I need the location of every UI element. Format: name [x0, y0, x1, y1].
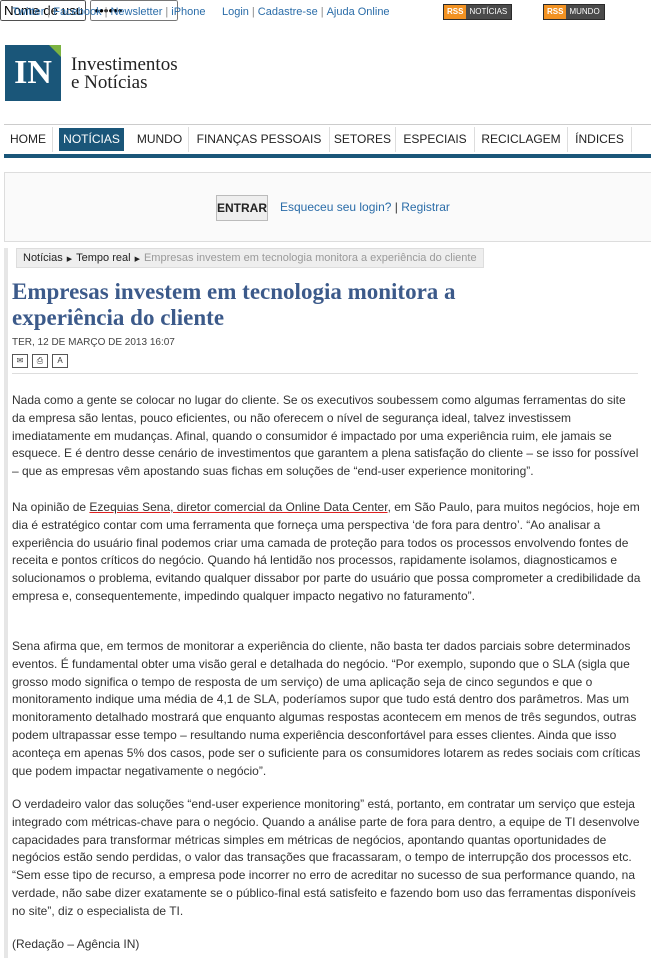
nav-underline — [4, 154, 651, 158]
rss-world-label: MUNDO — [569, 7, 600, 16]
signup-link[interactable]: Cadastre-se — [257, 6, 318, 18]
nav-financas-pessoais[interactable]: FINANÇAS PESSOAIS — [189, 127, 330, 152]
paragraph-2-body: , em São Paulo, para muitos negócios, hoje em dia é estratégico contar com uma ferramenta que forneça uma perspectiva ‘de fora para dentro’. “Ao analisar a experiência do usuário final podemos criar uma camada de proteção para todos os processos envolvendo fontes de receita e pontos críticos do negócio. Quando há lentidão nos processos, rapidamente isolamos, diagnosticamos e solucionamos o problema, evitando qualquer dissabor por parte do usuário que possa comprometer a credibilidade da empresa e, consequentemente, impedindo qualquer impacto negativo no faturamento”. — [12, 500, 641, 603]
rss-world-button[interactable] — [543, 4, 605, 20]
rss-icon: RSS — [444, 5, 466, 19]
nav-mundo[interactable]: MUNDO — [131, 127, 189, 152]
login-submit-button[interactable]: ENTRAR — [216, 195, 268, 221]
login-help-links — [280, 200, 450, 214]
article-paragraph-2 — [12, 499, 642, 606]
nav-home[interactable]: HOME — [4, 127, 53, 152]
logo-corner-icon — [49, 45, 61, 57]
chevron-right-icon: ▶ — [66, 256, 73, 263]
site-name-line1: Investimentos — [71, 54, 178, 75]
account-links: Login | Cadastre-se | Ajuda Online — [222, 6, 390, 18]
twitter-link[interactable]: Twitter — [12, 6, 45, 18]
divider — [12, 373, 638, 374]
email-icon[interactable]: ✉ — [12, 354, 28, 368]
facebook-link[interactable]: Facebook — [53, 6, 102, 18]
social-links: Twitter | Facebook | Newsletter | iPhone — [12, 6, 206, 18]
newsletter-link[interactable]: Newsletter — [110, 6, 163, 18]
iphone-link[interactable]: iPhone — [171, 6, 206, 18]
article-paragraph-1: Nada como a gente se colocar no lugar do cliente. Se os executivos soubessem como algumas ferramentas do site da empresa são lentas, pouco eficientes, ou não oferecem o nível de segurança ideal, talvez investissem imediatamente em mudanças. Afinal, quando o consumidor é impactado por uma experiência ruim, ele jamais se esquece. E é dentro desse cenário de investimentos que garantem a plena satisfação do cliente – se isso for possível – que as empresas vêm apostando suas fichas em soluções de “end-user experience monitoring”. — [12, 393, 639, 479]
forgot-login-link[interactable]: Esqueceu seu login? — [280, 200, 392, 214]
nav-setores[interactable]: SETORES — [330, 127, 396, 152]
login-link[interactable]: Login — [222, 6, 249, 18]
breadcrumb-tempo-real[interactable]: Tempo real — [76, 252, 131, 264]
content-left-rule — [4, 248, 8, 958]
paragraph-2-lead: Na opinião de — [12, 500, 90, 514]
nav-noticias[interactable]: NOTÍCIAS — [59, 128, 124, 151]
help-link[interactable]: Ajuda Online — [326, 6, 390, 18]
print-icon[interactable]: ⎙ — [32, 354, 48, 368]
site-logo[interactable]: IN — [5, 45, 61, 101]
article-credit: (Redação – Agência IN) — [12, 937, 140, 951]
nav-reciclagem[interactable]: RECICLAGEM — [475, 127, 568, 152]
nav-indices[interactable]: ÍNDICES — [568, 127, 632, 152]
article-date: TER, 12 DE MARÇO DE 2013 16:07 — [12, 337, 175, 348]
site-name-line2: e Notícias — [71, 72, 148, 93]
breadcrumb-noticias[interactable]: Notícias — [23, 252, 63, 264]
chevron-right-icon: ▶ — [134, 256, 140, 263]
main-nav — [4, 124, 651, 155]
breadcrumb-current: Empresas investem em tecnologia monitora a experiência do cliente — [143, 252, 477, 264]
article-tools — [12, 350, 72, 364]
article-paragraph-3: Sena afirma que, em termos de monitorar a experiência do cliente, não basta ter dados parciais sobre determinados eventos. É fundamental obter uma visão geral e detalhada do negócio. “Por exemplo, supondo que o SLA (sigla que grosso modo significa o tempo de resposta de um serviço) de uma aplicação seja de cinco segundos e que o monitoramento indique uma média de 4,1 de SLA, poderíamos supor que tudo está dentro dos parâmetros. Mas um monitoramento detalhado mostrará que enquanto algumas respostas acontecem em menos de três segundos, outras podem ultrapassar esse tempo – resultando numa experiência desconfortável para esses clientes. Ainda que isso aconteça em apenas 5% dos casos, pode ser o suficiente para os consumidores lotarem as redes sociais com críticas que podem impactar negativamente o negócio”. — [12, 639, 641, 778]
source-link[interactable]: Ezequias Sena, diretor comercial da Online Data Center — [89, 500, 388, 514]
register-link[interactable]: Registrar — [401, 200, 450, 214]
font-size-icon[interactable]: A — [52, 354, 68, 368]
nav-especiais[interactable]: ESPECIAIS — [396, 127, 475, 152]
rss-icon: RSS — [544, 5, 566, 19]
breadcrumb — [16, 248, 484, 268]
article-paragraph-4: O verdadeiro valor das soluções “end-user experience monitoring” está, portanto, em contratar um serviço que esteja integrado com métricas-chave para o negócio. Quando a análise parte de fora para dentro, a equipe de TI desenvolve capacidades para transformar métricas simples em métricas de negócios, apontando quantas oportunidades de negócios estão sendo perdidas, o valor das transações que fracassaram, o tempo de interrupção dos processos etc. “Sem esse tipo de recurso, a empresa pode incorrer no erro de acreditar no sucesso de sua performance quando, na verdade, não sabe dizer exatamente se o público-final está satisfeito e fazendo bom uso das ferramentas disponíveis no site”, diz o especialista de TI. — [12, 797, 640, 918]
login-links-separator: | — [394, 200, 398, 214]
rss-news-label: NOTÍCIAS — [469, 7, 508, 16]
site-name[interactable] — [71, 56, 178, 92]
rss-news-button[interactable] — [443, 4, 512, 20]
article-title: Empresas investem em tecnologia monitora a experiência do cliente — [12, 279, 456, 330]
